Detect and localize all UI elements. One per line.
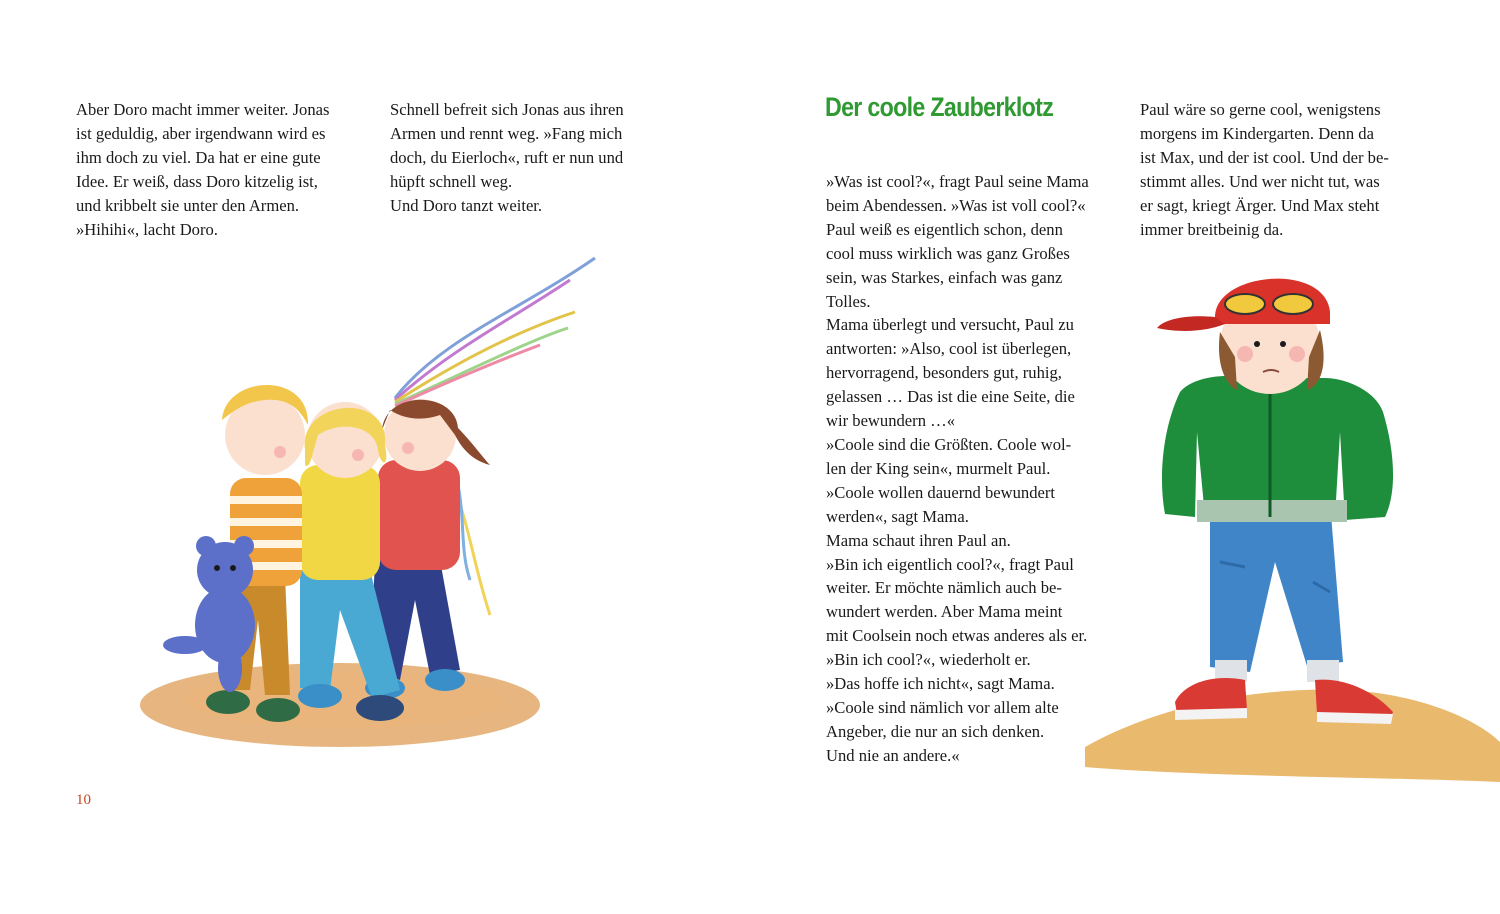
text-line: und kribbelt sie unter den Armen. xyxy=(76,195,300,215)
text-line: Schnell befreit sich Jonas aus ihren xyxy=(390,100,624,119)
text-line: »Coole sind die Größten. Coole wol- xyxy=(826,434,1072,454)
text-line: weiter. Er möchte nämlich auch be- xyxy=(826,578,1062,598)
text-line: hüpft schnell weg. xyxy=(390,171,513,191)
text-line: werden«, sagt Mama. xyxy=(826,506,969,526)
text-line: sein, was Starkes, einfach was ganz xyxy=(826,267,1063,287)
text-line: immer breitbeinig da. xyxy=(1140,219,1284,239)
text-line: »Coole sind nämlich vor allem alte xyxy=(826,697,1059,717)
text-line: Aber Doro macht immer weiter. Jonas xyxy=(76,100,330,119)
text-line: cool muss wirklich was ganz Großes xyxy=(826,243,1070,263)
text-line: hervorragend, besonders gut, ruhig, xyxy=(826,363,1062,383)
text-line: »Bin ich cool?«, wiederholt er. xyxy=(826,650,1031,670)
left-text-column-1 xyxy=(76,98,366,241)
text-line: Paul wäre so gerne cool, wenigstens xyxy=(1140,100,1381,119)
text-line: Mama schaut ihren Paul an. xyxy=(826,530,1011,550)
text-line: Paul weiß es eigentlich schon, denn xyxy=(826,219,1063,239)
boy-in-cap-illustration xyxy=(1085,262,1500,787)
text-line: gelassen … Das ist die eine Seite, die xyxy=(826,387,1075,407)
text-line: wundert werden. Aber Mama meint xyxy=(826,602,1063,622)
text-line: Idee. Er weiß, dass Doro kitzelig ist, xyxy=(76,171,318,191)
text-line: Tolles. xyxy=(826,291,871,311)
text-line: »Bin ich eigentlich cool?«, fragt Paul xyxy=(826,554,1074,574)
text-line: Armen und rennt weg. »Fang mich xyxy=(390,123,623,143)
text-line: Mama überlegt und versucht, Paul zu xyxy=(826,315,1074,335)
text-line: Und nie an andere.« xyxy=(826,745,960,765)
right-text-column-1 xyxy=(826,170,1126,768)
text-line: »Das hoffe ich nicht«, sagt Mama. xyxy=(826,674,1055,694)
right-page xyxy=(750,0,1500,914)
text-line: »Coole wollen dauernd bewundert xyxy=(826,482,1056,502)
left-text-column-2 xyxy=(390,98,680,218)
text-line: beim Abendessen. »Was ist voll cool?« xyxy=(826,195,1086,215)
text-line: »Hihihi«, lacht Doro. xyxy=(76,219,218,239)
text-line: morgens im Kindergarten. Denn da xyxy=(1140,123,1374,143)
text-line: wir bewundern …« xyxy=(826,411,956,431)
text-line: »Was ist cool?«, fragt Paul seine Mama xyxy=(826,172,1089,191)
text-line: ist Max, und der ist cool. Und der be- xyxy=(1140,147,1389,167)
text-line: len der King sein«, murmelt Paul. xyxy=(826,458,1051,478)
text-line: Und Doro tanzt weiter. xyxy=(390,195,543,215)
children-dancing-illustration xyxy=(140,250,610,760)
text-line: doch, du Eierloch«, ruft er nun und xyxy=(390,147,624,167)
page-number: 10 xyxy=(76,792,91,808)
text-line: ist geduldig, aber irgendwann wird es xyxy=(76,123,326,143)
chapter-heading: Der coole Zauberklotz xyxy=(825,92,1054,122)
text-line: er sagt, kriegt Ärger. Und Max steht xyxy=(1140,195,1380,215)
right-text-column-2 xyxy=(1140,98,1440,241)
text-line: mit Coolsein noch etwas anderes als er. xyxy=(826,626,1088,646)
text-line: ihm doch zu viel. Da hat er eine gute xyxy=(76,147,321,167)
text-line: Angeber, die nur an sich denken. xyxy=(826,721,1045,741)
text-line: stimmt alles. Und wer nicht tut, was xyxy=(1140,171,1380,191)
text-line: antworten: »Also, cool ist überlegen, xyxy=(826,339,1072,359)
